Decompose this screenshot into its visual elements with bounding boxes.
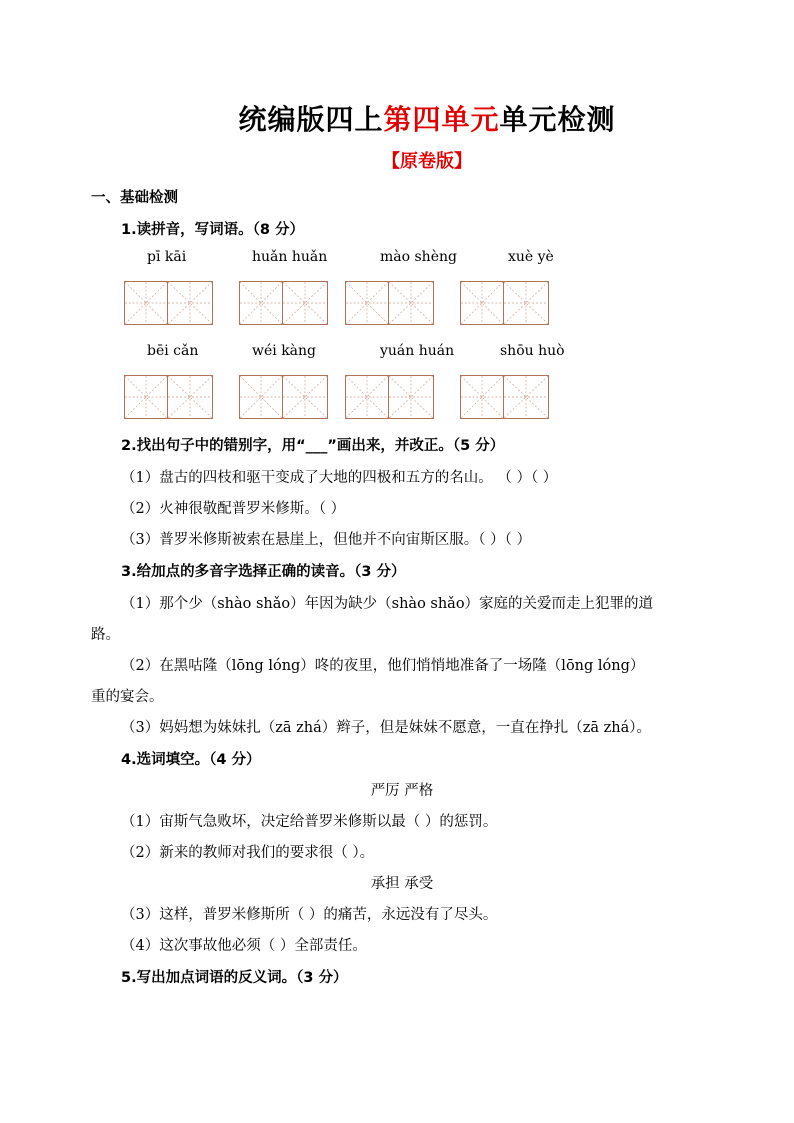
underline-mark: “___” (296, 438, 337, 454)
writing-grid[interactable] (239, 375, 328, 419)
question-4-item: （1）宙斯气急败坏，决定给普罗米修斯以最（ ）的惩罚。 (121, 814, 498, 830)
pinyin-label: pī kāi (147, 249, 187, 265)
question-2-text-b: 画出来，并改正。（5 分） (336, 438, 505, 454)
question-3-line: 路。 (91, 627, 120, 643)
writing-grid[interactable] (124, 281, 213, 325)
pinyin-label: bēi cǎn (147, 343, 199, 359)
tianzi-cell[interactable] (283, 375, 328, 419)
writing-grid[interactable] (239, 281, 328, 325)
tianzi-cell[interactable] (239, 281, 283, 325)
tianzi-cell[interactable] (124, 375, 168, 419)
tianzi-cell[interactable] (504, 375, 549, 419)
tianzi-cell[interactable] (504, 281, 549, 325)
tianzi-cell[interactable] (389, 375, 434, 419)
question-2-item: （3）普罗米修斯被索在悬崖上，但他并不向宙斯区服。（ ）（ ） (121, 532, 531, 548)
question-2-text-a: 2.找出句子中的错别字，用 (121, 438, 297, 454)
title-part-1: 统编版四上 (238, 103, 384, 136)
pinyin-label: huǎn huǎn (252, 249, 328, 265)
question-1-title: 1.读拼音，写词语。（8 分） (121, 222, 304, 238)
writing-grid[interactable] (345, 375, 434, 419)
writing-grid[interactable] (345, 281, 434, 325)
title-part-2: 单元检测 (499, 103, 616, 136)
tianzi-cell[interactable] (460, 281, 504, 325)
question-3-title: 3.给加点的多音字选择正确的读音。（3 分） (121, 564, 406, 580)
question-4-title: 4.选词填空。（4 分） (121, 752, 261, 768)
question-4-item: （3）这样，普罗米修斯所（ ）的痛苦，永远没有了尽头。 (121, 907, 498, 923)
page-subtitle: 【原卷版】 (382, 151, 472, 172)
question-2-item: （1）盘古的四枝和驱干变成了大地的四极和五方的名山。 （ ）（ ） (121, 470, 558, 486)
question-3-line: （3）妈妈想为妹妹扎（zā zhá）辫子，但是妹妹不愿意，一直在挣扎（zā zhá）。 (121, 720, 652, 736)
pinyin-label: wéi kàng (252, 343, 317, 359)
writing-grid[interactable] (460, 281, 549, 325)
word-choice-group: 严厉 严格 (370, 783, 434, 799)
tianzi-cell[interactable] (168, 281, 213, 325)
question-3-line: （2）在黑咕隆（lōng lóng）咚的夜里，他们悄悄地准备了一场隆（lōng lóng） (121, 658, 645, 674)
tianzi-cell[interactable] (283, 281, 328, 325)
question-4-item: （2）新来的教师对我们的要求很（ ）。 (121, 845, 375, 861)
page-title (0, 98, 794, 138)
tianzi-cell[interactable] (460, 375, 504, 419)
writing-grid[interactable] (124, 375, 213, 419)
pinyin-label: xuè yè (508, 249, 554, 265)
question-3-line: 重的宴会。 (91, 689, 164, 705)
title-part-red: 第四单元 (383, 103, 500, 136)
tianzi-cell[interactable] (389, 281, 434, 325)
writing-grid[interactable] (460, 375, 549, 419)
pinyin-label: shōu huò (500, 343, 565, 359)
section-heading: 一、基础检测 (91, 190, 178, 206)
tianzi-cell[interactable] (345, 281, 389, 325)
question-3-line: （1）那个少（shào shǎo）年因为缺少（shào shǎo）家庭的关爱而走上犯罪的道 (121, 596, 654, 612)
pinyin-label: mào shèng (380, 249, 457, 265)
question-5-title: 5.写出加点词语的反义词。（3 分） (121, 970, 348, 986)
word-choice-group: 承担 承受 (370, 876, 434, 892)
question-4-item: （4）这次事故他必须（ ）全部责任。 (121, 938, 367, 954)
question-2-item: （2）火神很敬配普罗米修斯。（ ） (121, 501, 346, 517)
tianzi-cell[interactable] (239, 375, 283, 419)
pinyin-label: yuán huán (380, 343, 455, 359)
tianzi-cell[interactable] (345, 375, 389, 419)
question-2-title (121, 434, 504, 455)
tianzi-cell[interactable] (124, 281, 168, 325)
tianzi-cell[interactable] (168, 375, 213, 419)
